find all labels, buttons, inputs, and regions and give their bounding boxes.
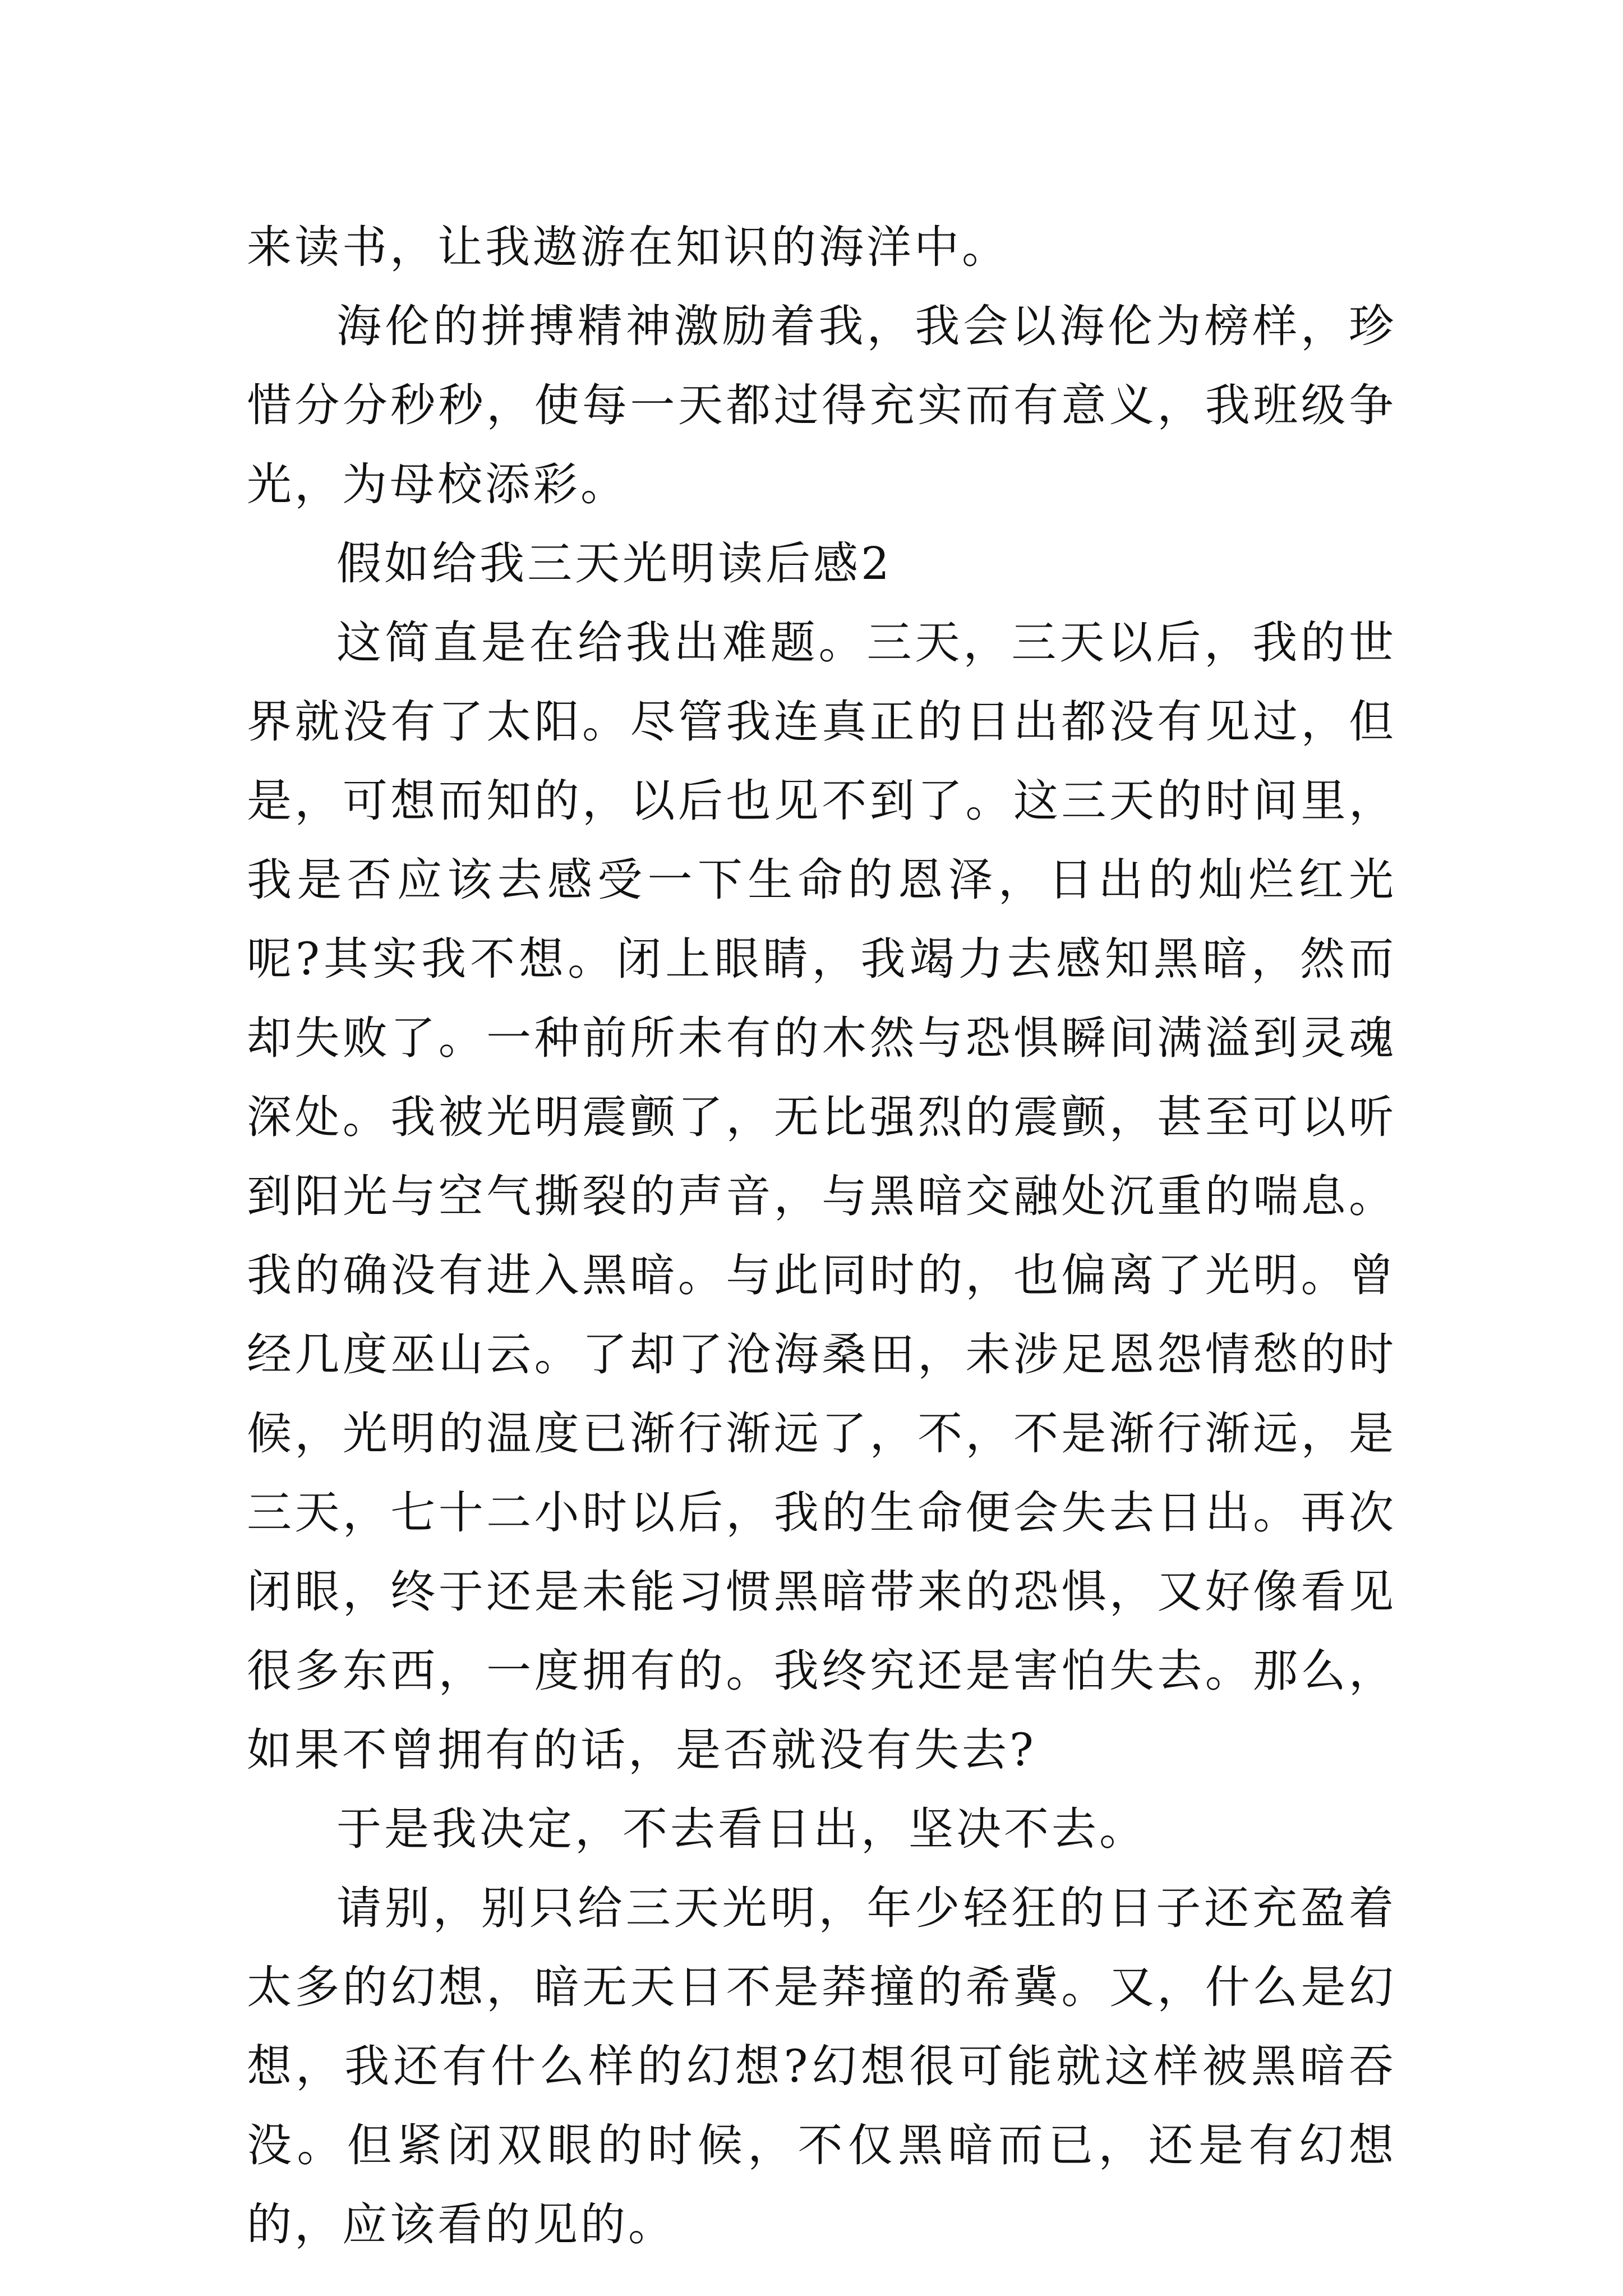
document-body bbox=[247, 208, 1396, 2264]
paragraph-three-days: 这简直是在给我出难题。三天，三天以后，我的世界就没有了太阳。尽管我连真正的日出都没有见过，但是，可想而知的，以后也见不到了。这三天的时间里，我是否应该去感受一下生命的恩泽，日出的灿烂红光呢?其实我不想。闭上眼睛，我竭力去感知黑暗，然而却失败了。一种前所未有的木然与恐惧瞬间满溢到灵魂深处。我被光明震颤了，无比强烈的震颤，甚至可以听到阳光与空气撕裂的声音，与黑暗交融处沉重的喘息。我的确没有进入黑暗。与此同时的，也偏离了光明。曾经几度巫山云。了却了沧海桑田，未涉足恩怨情愁的时候，光明的温度已渐行渐远了，不，不是渐行渐远，是三天，七十二小时以后，我的生命便会失去日出。再次闭眼，终于还是未能习惯黑暗带来的恐惧，又好像看见很多东西，一度拥有的。我终究还是害怕失去。那么，如果不曾拥有的话，是否就没有失去? bbox=[247, 616, 1396, 1776]
paragraph-helen-inspiration: 海伦的拼搏精神激励着我，我会以海伦为榜样，珍惜分分秒秒，使每一天都过得充实而有意义，我班级争光，为母校添彩。 bbox=[247, 300, 1396, 510]
section-heading: 假如给我三天光明读后感2 bbox=[336, 537, 892, 590]
paragraph-plea: 请别，别只给三天光明，年少轻狂的日子还充盈着太多的幻想，暗无天日不是莽撞的希冀。又，什么是幻想，我还有什么样的幻想?幻想很可能就这样被黑暗吞没。但紧闭双眼的时候，不仅黑暗而已，还是有幻想的，应该看的见的。 bbox=[247, 1882, 1396, 2251]
paragraph-decision: 于是我决定，不去看日出，坚决不去。 bbox=[336, 1803, 1147, 1855]
paragraph-continuation: 来读书，让我遨游在知识的海洋中。 bbox=[247, 221, 1009, 273]
